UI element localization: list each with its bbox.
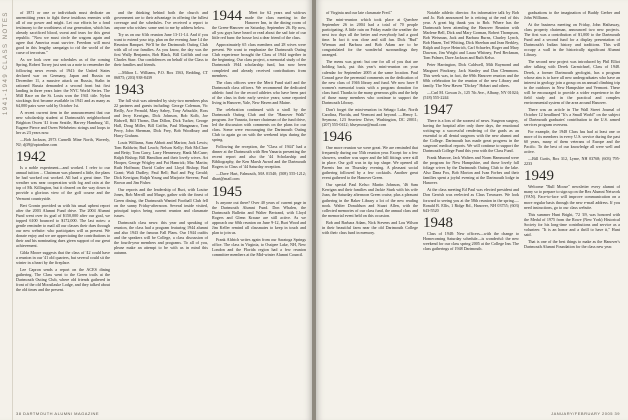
note-paragraph: Welcome "Bull Moose" newsletter every alumni of many so to prepare to sign up on the Rex Alumni Network (VAN). Face-to-face will improve communication on a more regular basis through the new e-mail address. If you need instructions, go to our class website. bbox=[524, 184, 620, 210]
text-column-5 bbox=[423, 10, 519, 406]
class-year-heading: 1947 bbox=[423, 101, 453, 118]
note-paragraph: Louis Williams, Sam Abbott and Marion; Jack Lewis; Tom Baldwin; Bud Leach; Nelson Kelly; Bob McClure and Betty; Tom Garry, Larry Hennessey, Hank McCune; Ralph Bishop; Bill Hamilton and their lovely wives. Art Hooper, George Wrigley and Pat Hamrick; Mac Martin; Ruth Hoffman; David Cutler and Lloyd Bishop; Bud Grant; Walt Dudley; Paul Bell; Bud and Peg Gerald; Dick Kerrigan; Ralph Young and Marjorie Stevens; Paul Brown and Jim Fisher. bbox=[114, 139, 208, 186]
note-paragraph: The class officers were the Merit Fund staff and the Dartmouth class officers. We recommend the dedicated athletic fund for the record athletes who have been part of the class in their early service years; some reported living in Hanover, Yale, New Haven and Maine. bbox=[212, 79, 306, 105]
text-column-4 bbox=[322, 10, 418, 406]
note-paragraph: —Bob Jackson, 2973 Carnelli Mine North, Waverly, NJ; dj39@optonline.com bbox=[16, 137, 110, 148]
left-page bbox=[0, 0, 312, 420]
note-paragraph: The celebration continued with a stroll by the Dartmouth Outing Club and the "Hanover Walk" program. Joe Vanaria, former chairman of the fund drive, led the discussion with comments on the plans for our class. Some were encouraging the Dartmouth Outing Club to again go on with the weekend trips during the spring. bbox=[212, 106, 306, 143]
text-column-3 bbox=[212, 10, 306, 406]
note-paragraph: One more reunion we were great. We are reminded that frequently during our 55th reunion year. Except for a few showers, weather was super and the hill fittings were still in place. Our golf was in tip top shape. We opened all Parents Inn on Thursday evening. A pleasant social gathering followed by a few cocktails. Another great event gathered to the Hanover Green. bbox=[322, 145, 418, 181]
text-column-1 bbox=[16, 10, 110, 406]
note-paragraph: Peter Harrington, Dick Caldwell, Milt Raymond and Margaret Pinckney, Jack Stanley and Dan Clemmons. This week was, in fact, the 69th Hanover reunion and the 60th celebration for the reunion of the new Library and family. The New Haven "Dickey" Hobart and others. bbox=[423, 62, 519, 88]
note-paragraph: and the thinking behind both the church and government are to their advantage in offering the fullest coverage and the schedules. I've received a report to anyone who wishes: some sent to me by address below. bbox=[114, 10, 208, 31]
note-paragraph: —Dave Hart, Falmouth, MA 01540; (508) 555-1212; dhart@mail.com bbox=[212, 171, 306, 182]
note-paragraph: graduations to the imagination of Buddy Gerber and John Williams. bbox=[524, 10, 620, 21]
note-paragraph: The menu was great: but one for all of you that are holding back, put this year's mini-reunion on your calendar for September 2005 at the same location. Paul Conrad gave the perennial comments on the dedication of the new class of 1946 library and fund. We now have 8 women's memorial trusts with a program donation for class fund. Thanks to the many generous gifts and the help of those many members who continue to support the Dartmouth Library. bbox=[322, 59, 418, 105]
note-paragraph: —Milton L. Williams, P.O. Box 1563, Redding, CT 06875; (203) 938-8439 bbox=[114, 69, 208, 80]
note-paragraph: —Bill Curtis, Box 312, Lyme, NH 03768; (603) 795-2233 bbox=[524, 156, 620, 167]
note-paragraph: Gilda Moore suggests that the class of '42 could have a reunion in our '41 old quarters, but several could sit the winter in a heart by the fireplace. bbox=[16, 249, 110, 266]
section-tab-label: 1941-1949 CLASS NOTES bbox=[3, 11, 9, 115]
note-paragraph: Following the reception, the "Class of 1944" had a dinner at the Dartmouth with Ben Vanaria presenting the recent report and also the '44 Scholarship and Bibliography, the Ken Marsh Award and the Dartmouth Rogers to Class of '44 Saturday reception. bbox=[212, 144, 306, 170]
note-paragraph: Frank Munroe, Jack Walters and Norm Hammond were the program for New Hampshire, and those lovely fall foliage wives by the Dartmouth Outing Club to the lake. Also Dana Fox, Bob Morton and Ivan Forbes and their families spent a joyful evening at the Dartmouth lodge in Hanover. bbox=[423, 155, 519, 186]
class-year-heading: 1943 bbox=[114, 81, 144, 98]
note-paragraph: Don't forget the mini-reunion in Sebago Lake, North Carolina, Florida, and Vermont and beyond. —Henry L. Seymour, 123 Seaview Drive, Washington, DC 20011; (207) 555-0412; hlseymour@mail.com bbox=[322, 106, 418, 127]
note-paragraph: This summer Hunt Bright, '72 '49, was honored with the Medal of 1975 from the Rowe (New York) Historical Society for his long-time contributions and service as a volunteer. "It is an honor and a thrill to have it," Hunt said. bbox=[524, 211, 620, 237]
note-paragraph: of 1871 or one or individuals must dedicate an unremitting years to fight these insidious enemies with all of our power and might. Let our efforts be a fond testimony to the worthiness of our generation, which has already sacrificed blood, sweat and tears for this great republic. "Now we must circle the wagons again and agree that America must survive. Freedom will most good in this lengthy campaign to rid the world of the curse of terrorism." bbox=[16, 10, 110, 56]
note-paragraph: For example, the 1948 Class has had at least one or more of its members in every U.S. service during the past 60 years, many of them veterans of Europe and the Pacific. To the best of our knowledge all were well and active. bbox=[524, 129, 620, 155]
class-year-heading: 1949 bbox=[524, 168, 554, 185]
text-column-2 bbox=[114, 10, 208, 406]
text-column-6 bbox=[524, 10, 620, 406]
note-paragraph: Lee Capron sends a report on the ACES dining gathering. The Class went to the Green trails at the Dartmouth Outing Club, where old friends gathered in front of the old Moosilauke Lodge, and they talked about the old times and the present. bbox=[16, 267, 110, 293]
note-paragraph: The fall visit was attended by sixty-two members plus 22 partners and guests including: George Coleman, Vic Reilly, Ace Fernald, Mary Sabey, Tony Arbuckle, Ross and Jerry Kerrigan, Dick Johnson, Bob Kolb, Joe Bidwell, Bill Thoms, Dan Dillon, Dick Tucker, George Hall, Doug Miller, Bill Griffin, Paul Manganaro, Tom Perry, John Sherman, Dick Frey, Bob Woodbury and Harry Graham. bbox=[114, 97, 208, 138]
note-paragraph: Frank Aldrich writes again from our Saratoga Springs office. The class in Virginia, to Ossipee Lake, NH, New London and the Florida region had a few reunion committee members at the Mid-winter Alumni Council. bbox=[212, 236, 306, 257]
note-paragraph: The second new project was introduced by Phil Elliot after talking with Derek Carmichael, Class of 1948. Derek, a former Dartmouth geologist, has a program whose aim is to have all new undergraduates who have an interest in geology join a group on an annual climbing trip to the outdoors in New Hampshire and Vermont. These will be encouraged to provide a wider experience in the field study and in the practical and complex environmental system of the area around Hanover. bbox=[524, 59, 620, 105]
note-paragraph: of Virginia and our late classmate Fred." bbox=[326, 10, 393, 15]
note-paragraph: —Carl M. Gowan Jr., 125 7th Ave., Albany, NY 01024; (518) 555-2244 bbox=[423, 89, 519, 100]
class-year-heading: 1946 bbox=[322, 129, 352, 146]
note-paragraph: Our reports and the leadership of Burt, with Louise Jones, Bob Merrill and Marge, gather with the finest of Green dining, the Dartmouth Wanted Football Club fell on the sunny Friday-afternoon. Several inside visited, principal topics being current reunion and classmate issues. bbox=[114, 187, 208, 218]
note-paragraph: There was an article in The Wall Street Journal of October 12 headlined "It's a Small World" on the subject of Dartmouth graduates' contribution to the U.S. armed services program overseas. bbox=[524, 106, 620, 127]
note-paragraph: Our special Paul Kelso: Martin Johnson, '46 Sam Kerrigan and their families and Jackie Stark with his wife Joan, the Saturday afternoon Green cruise, plus a pleasant gathering in the Baker Library a lot of the new reading nook. Walter Donaldson and Stuart Allen, with the collected memories of our class fund, the annual class and the memorial event held on this occasion. bbox=[322, 182, 418, 218]
class-year-heading: 1942 bbox=[16, 149, 46, 166]
note-paragraph: Approximately 65 class members and 28 wives were present. We want to emphasize the Dartmouth Outing Club experience brought the Class of 1944 together in the beginning. Our class project, a memorial study of the Dartmouth 1944 scholarship fund, has now been completed and already received contributions from members. bbox=[212, 42, 306, 78]
note-paragraph: The mini-reunion which took place at Quechee September 26 in 2004 had a total of 70 people participating. A little rain on Friday made the weather the next two days all the better and everybody had a good time. In fact it was close and still fun. Dick "Bud" Wieman and Barbara and Bob Adam are to be congratulated for the wonderful surroundings they arranged. bbox=[322, 17, 418, 58]
note-paragraph: Meet for 62 years and widows made the class meeting in the Hanover Inn, in the dining room of the Green-Hanover on Saturday, September 26. By now, all you guys have heard or read about the sad fate of our little red barn: the house lost a dear friend of the class. bbox=[212, 10, 306, 41]
note-paragraph: A recent current item in the announcement that our new scholarship student at Dartmouth's neighborhood Brighton Owen '41 from Seattle, Harvey Hamburg '41, Eugene Pierce and Owen Wehrheim: strings and loops to her as 23 years now. bbox=[16, 109, 110, 136]
note-paragraph: That is one of the best things to make as the Hanover's Dartmouth Alumni Foundation for the class new year. bbox=[524, 238, 620, 249]
class-year-heading: 1948 bbox=[423, 214, 453, 231]
left-page-footer: 38 DARTMOUTH ALUMNI MAGAZINE bbox=[16, 411, 100, 416]
section-tab bbox=[0, 0, 13, 420]
note-paragraph: Bert Gronin provided us with his usual upbeat report after the 2003 Alumni Fund drive. The 2004 Alumni Fund went over its goal of $150,000 after our goal, we topped 6100 bounced to $172,000. The last notes: a gentle reminder to mail all our classes their dues through our new website: who participates will as present. We donate enjoy and we are appreciating the contributions to their and his nominating dues given support of our great achievement. bbox=[16, 202, 110, 248]
note-paragraph: Bob and Barbara Adam, Nick Stevens and Lou Wilson in their beautiful farm near the old Dartmouth College with their class fund in memory. bbox=[322, 219, 418, 235]
note-paragraph: At the business meeting on Friday, John Hathaway, class property chairman, announced two new projects. The first was a contribution of $1,000 to the Dartmouth Fund and a second fund for a display presentation of Dartmouth's Indian history and traditions. This will occupy a wall in the historically significant Alumni Library. bbox=[524, 22, 620, 58]
right-page-footer: JANUARY/FEBRUARY 2005 39 bbox=[551, 411, 620, 416]
note-paragraph: There is a loss of the soonest of news. Surgeon surgery, having the hospital after only three days, the emotional writing-up a successful rendering of the grads as an essential to all dental surgeons with the new alumni and the College. Dartmouth has made great progress in the surgeons' medical reports. We will continue to support the Dartmouth College Fund this year with the Class Fund. bbox=[423, 117, 519, 154]
note-paragraph: As we look over our schedules as of the coming Spring, Robert Torrey just sent us a note to remember the following news events of 1941: the United States declared war on Germany, Japan and Russia on December 11, a massive attack on Russia, Stalin in rationed Russia demanded a second front but first landing in three years later: the NYC World Series. The Mill Race on the St. Louis won the 1941 title. Nylon stockings first became available in 1941 and as many as 64,000 pairs were sold by October 1st. bbox=[16, 57, 110, 108]
note-paragraph: Notable athletic director. An informative talk by Bob and Jo. Bob announced he is retiring at the end of this year. A great big thank you to Bob. Where has the Dartmouth been attending the Hanover Reunion with Marlene Bell, Dick and Mary Gorman, Robert Thompson, Bob Weisman, Jack and Barbara Burns, Charley Lynch, Bob Hazen, Ted Whiting, Dick Sheehan and Jean Berkley, Ralph and Joyce Heinrich, Carl Schaefer, Roger and Mary Dawson, Jim Wright and Laura Whitney, Fred Beckman, Tom Palmer, Dave Jackson and Ruth Kelso. bbox=[423, 10, 519, 61]
note-paragraph: Is a noble experiment—and worked. I refer to our annual tuition ... Chairman was planned a little, the plans he had worked out worked. All had a great time. The weather was near cooperation with fog and rain at the top of Mt. Killington, but it cleared on the way down to provide a glorious view of the golf course and the Vermont countryside. bbox=[16, 165, 110, 201]
note-paragraph: Try us on our 61th reunion June 13-11-14. And if you want to extend your trip, plan on the evening June 14 the Reunion Banquet. We'll be the Dartmouth Outing Club with all of our families. As you know, the day was the first Wally Benjamin, Bob Black, Bill Griffith and our Charles Starr. Our condolences on behalf of the Class to their families and friends. bbox=[114, 32, 208, 68]
note-paragraph: Class of 1948: New officers—with the change to Homecoming Saturday schedule—is wonderful: the new weekend for our class spring 2005 at the College Inn. The class gatherings of 1948 Dartmouth. bbox=[423, 230, 519, 251]
note-paragraph: At the class meeting Ed Paul was elected president and Don Gerrish was reelected as Class Treasurer. We look forward to seeing you at the 58th reunion in the spring.—Ronald B. Ellis, 1 Ridge Rd., Hanover, NH 03755; (603) 643-5520 bbox=[423, 187, 519, 213]
note-paragraph: Is anyone out there? Over 40 years of current page in the Dartmouth Alumni Fund. Don Whalen, the Dartmouth Bulletin and Walter Bertrand, with Lloyd Rogers and Glenn Krause are still active. As we approach our 60th reunion on June 9-12, Burt Wood and Jim Keller remind all classmates to keep in touch and plan to join us. bbox=[212, 199, 306, 235]
right-page bbox=[316, 0, 628, 420]
class-year-heading: 1945 bbox=[212, 183, 242, 200]
class-year-heading: 1944 bbox=[212, 10, 242, 24]
note-paragraph: Dartmouth class news: this year and speaking of reunion, the class had a program featuring 1944 alumni and also 1943 the famous Fall Plans. Our 1944 outfits and the speakers will be College, a class discussion of the fourth-year members and programs. To all of you, please make an attempt to be with us in mind this autumn. bbox=[114, 219, 208, 255]
